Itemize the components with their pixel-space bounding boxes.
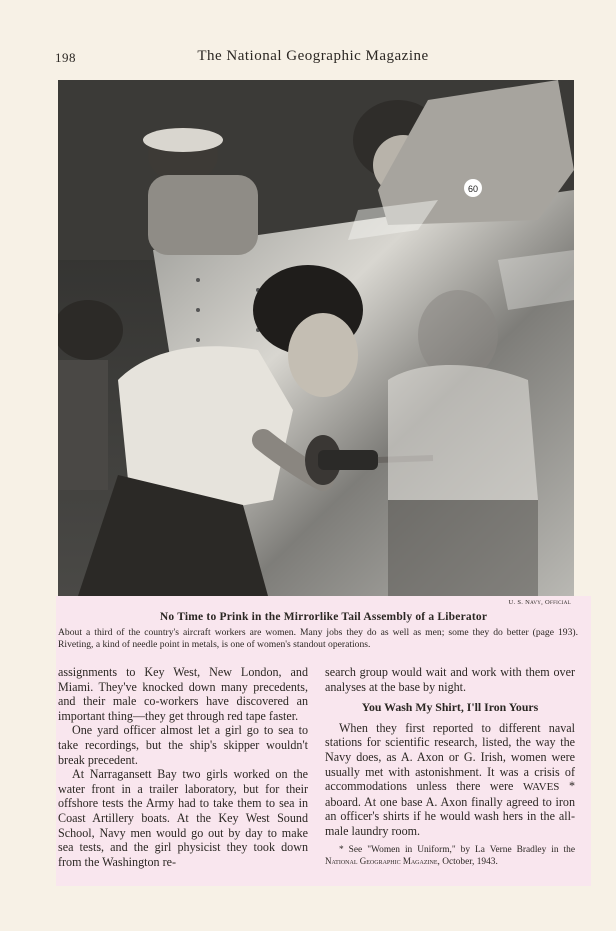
running-title: The National Geographic Magazine (197, 48, 429, 64)
photo-credit: U. S. Navy, Official (508, 599, 571, 606)
caption-body: About a third of the country's aircraft workers are women. Many jobs they do as well as men; some they do better (page 193). Riveting, a kind of needle point in metals, is one of women's standout operations. (58, 627, 578, 650)
caption-title: No Time to Prink in the Mirrorlike Tail Assembly of a Liberator (159, 611, 488, 623)
paragraph: search group would wait and work with them over analyses at the base by night. (325, 665, 575, 694)
photograph-riveting-women (58, 80, 574, 596)
page-number: 198 (55, 50, 76, 65)
footnote-magazine: National Geographic Magazine (325, 856, 438, 867)
text-column-right (325, 665, 575, 869)
paragraph (325, 721, 575, 839)
waves-smallcaps: WAVES (522, 781, 560, 794)
page-header (55, 48, 571, 68)
paragraph: One yard officer almost let a girl go to sea to take recordings, but the ship's skipper wouldn't break precedent. (58, 723, 308, 767)
footnote-text: * See "Women in Uniform," by La Verne Bradley in the (339, 844, 575, 855)
worker-badge-number: 60 (468, 184, 479, 194)
paragraph-text: * aboard. At one base A. Axon finally agreed to iron an officer's shirts if he would wash hers in the all-male laundry room. (325, 779, 576, 838)
paragraph-text: When they first reported to different naval stations for scientific research, listed, the way the Navy does, as A. Axon or G. Irish, women were usually met with astonishment. It was a crisis of accommodations unless there were (325, 720, 575, 794)
text-column-left (58, 665, 308, 869)
section-subhead: You Wash My Shirt, I'll Iron Yours (361, 700, 539, 715)
footnote (325, 845, 575, 869)
paragraph: assignments to Key West, New London, and Miami. They've knocked down many precedents, and their male co-workers have discovered an important thing—they get through red tape faster. (58, 665, 308, 723)
footnote-text: , October, 1943. (437, 857, 498, 868)
paragraph: At Narragansett Bay two girls worked on the water front in a trailer laboratory, but for their offshore tests the Army had to take them to sea in Coast Artillery boats. At the Key West Sound School, Navy men would go out by day to make sea tests, and the girl physicist they took down from the Washington re- (58, 767, 308, 869)
